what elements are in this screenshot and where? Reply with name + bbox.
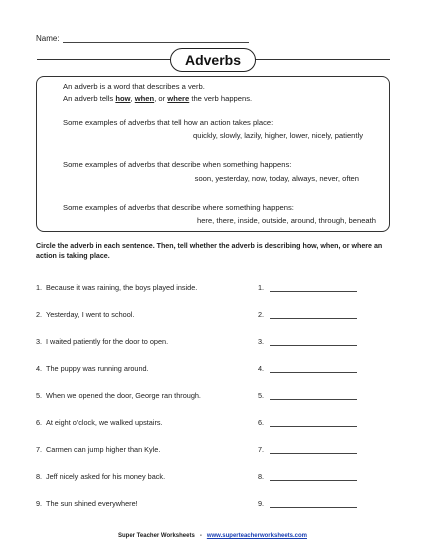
answer-field[interactable] <box>270 291 357 292</box>
answer-field[interactable] <box>270 507 357 508</box>
page-title <box>170 48 256 72</box>
question-text: The puppy was running around. <box>46 364 149 373</box>
keyword-how: how <box>115 94 131 103</box>
question-text: I waited patiently for the door to open. <box>46 337 169 346</box>
definition-text: An adverb tells <box>63 94 116 103</box>
question-number: 7. <box>36 445 43 454</box>
question-row <box>36 472 391 484</box>
answer-number: 8. <box>258 472 265 481</box>
answer-field[interactable] <box>270 345 357 346</box>
answer-number: 6. <box>258 418 265 427</box>
question-text: Carmen can jump higher than Kyle. <box>46 445 161 454</box>
answer-field[interactable] <box>270 480 357 481</box>
question-row <box>36 445 391 457</box>
question-row <box>36 364 391 376</box>
answer-field[interactable] <box>270 372 357 373</box>
answer-field[interactable] <box>270 426 357 427</box>
question-number: 5. <box>36 391 43 400</box>
footer-link[interactable]: www.superteacherworksheets.com <box>206 533 307 539</box>
question-text: Because it was raining, the boys played inside. <box>46 283 198 292</box>
instructions: Circle the adverb in each sentence. Then, tell whether the adverb is describing how, when, or where an action is taking place. <box>36 242 383 260</box>
question-number: 2. <box>36 310 43 319</box>
answer-field[interactable] <box>270 399 357 400</box>
answer-number: 1. <box>258 283 265 292</box>
definition-box <box>36 76 390 232</box>
answer-number: 5. <box>258 391 265 400</box>
where-intro: Some examples of adverbs that describe where something happens: <box>63 203 294 212</box>
answer-number: 7. <box>258 445 265 454</box>
question-row <box>36 418 391 430</box>
question-number: 3. <box>36 337 43 346</box>
definition-text: the verb happens. <box>189 94 253 103</box>
question-number: 4. <box>36 364 43 373</box>
question-text: When we opened the door, George ran through. <box>46 391 201 400</box>
question-text: Jeff nicely asked for his money back. <box>46 472 166 481</box>
answer-number: 3. <box>258 337 265 346</box>
name-row <box>36 34 249 43</box>
name-field[interactable] <box>63 34 249 43</box>
question-row <box>36 337 391 349</box>
when-examples: soon, yesterday, now, today, always, never, often <box>194 174 359 183</box>
definition-line-2 <box>63 94 252 104</box>
question-number: 8. <box>36 472 43 481</box>
definition-text: , or <box>154 94 168 103</box>
definition-line-1: An adverb is a word that describes a verb. <box>63 82 205 91</box>
footer-separator: - <box>199 533 202 539</box>
where-examples: here, there, inside, outside, around, through, beneath <box>196 216 376 225</box>
footer-brand: Super Teacher Worksheets <box>118 533 195 539</box>
answer-number: 9. <box>258 499 265 508</box>
definition-text: , <box>130 94 135 103</box>
answer-field[interactable] <box>270 453 357 454</box>
when-intro: Some examples of adverbs that describe when something happens: <box>63 160 292 169</box>
answer-number: 4. <box>258 364 265 373</box>
question-row <box>36 283 391 295</box>
question-text: Yesterday, I went to school. <box>46 310 135 319</box>
question-number: 9. <box>36 499 43 508</box>
question-number: 6. <box>36 418 43 427</box>
question-number: 1. <box>36 283 43 292</box>
footer <box>0 533 425 539</box>
keyword-when: when <box>134 94 155 103</box>
question-row <box>36 310 391 322</box>
how-intro: Some examples of adverbs that tell how an action takes place: <box>63 118 274 127</box>
question-row <box>36 391 391 403</box>
how-examples: quickly, slowly, lazily, higher, lower, nicely, patiently <box>193 131 363 140</box>
keyword-where: where <box>167 94 190 103</box>
question-row <box>36 499 391 511</box>
answer-number: 2. <box>258 310 265 319</box>
page-title-text: Adverbs <box>184 52 242 68</box>
answer-field[interactable] <box>270 318 357 319</box>
question-text: At eight o'clock, we walked upstairs. <box>46 418 163 427</box>
question-text: The sun shined everywhere! <box>46 499 138 508</box>
name-label: Name: <box>36 34 60 43</box>
